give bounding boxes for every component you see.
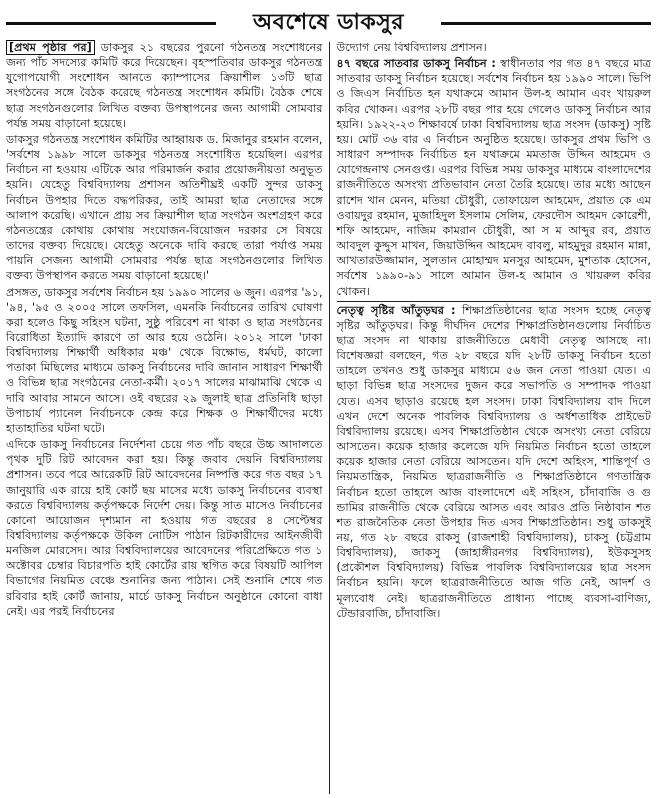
headline-rule-left: [6, 22, 216, 25]
paragraph: [337, 56, 652, 299]
section-divider: [337, 301, 652, 621]
paragraph-text: স্বাধীনতার পর গত ৪৭ বছরে মাত্র সাতবার ডাকসু নির্বাচন হয়েছে। সর্বশেষ নির্বাচন হয় ১৯৯০ সালে। ভিপি ও জিএস নির্বাচিত হন যথাক্রমে আমান উল-হ আমান এবং খায়রুল কবির খোকন। এরপর ২৮টি বছর পার হয়ে গেলেও ডাকসু নির্বাচন আর হয়নি। ১৯২২-২৩ শিক্ষাবর্ষে ঢাকা বিশ্ববিদ্যালয় ছাত্র সংসদ (ডাকসু) সৃষ্টি হয়। মোট ৩৬ বার এ নির্বাচন অনুষ্ঠিত হয়েছে। ডাকসুর প্রথম ভিপি ও সাধারণ সম্পাদক নির্বাচিত হন যথাক্রমে মমতাজ উদ্দিন আহমেদ ও যোগেন্দ্রনাথ সেনগুপ্ত। এরপর বিভিন্ন সময় ডাকসুর মাধ্যমে বাংলাদেশের রাজনীতিতে অসংখ্য প্রতিভাবান নেতা তৈরি হয়েছে। তার মধ্যে আছেন রাশেদ খান মেনন, মতিয়া চৌধুরী, তোফায়েল আহমেদ, প্রয়াত কে এম ওবায়দুর রহমান, মুজাহিদুল ইসলাম সেলিম, ফেরদৌস আহমদ কোরেশী, শফি আহমেদ, নাজিম কামরান চৌধুরী, আ স ম আব্দুর রব, প্রয়াত আবদুল কুদ্দুস মাখন, জিয়াউদ্দিন আহমেদ বাবলু, মাহমুদুর রহমান মান্না, আখতারউজ্জামান, সুলতান মোহাম্মদ মনসুর আহমেদ, মুশতাক হোসেন, সর্বশেষ ১৯৯০-৯১ সালে আমান উল-হ আমান ও খায়রুল কবির খোকন।: [336, 57, 651, 298]
subheading: নেতৃত্ব সৃষ্টির আঁতুড়ঘর :: [336, 303, 456, 317]
paragraph: উদ্যোগ নেয় বিশ্ববিদ্যালয় প্রশাসন।: [336, 41, 487, 54]
paragraph-text: শিক্ষাপ্রতিষ্ঠানের ছাত্র সংসদ হচ্ছে নেতৃত্ব সৃষ্টির আঁতুড়ঘর। কিন্তু দীর্ঘদিন দেশের শিক্ষাপ্রতিষ্ঠানগুলোয় নির্বাচিত ছাত্র সংসদ না থাকায় রাজনীতিতে মেধাবী নেতৃত্ব আসছে না। বিশেষজ্ঞরা বলছেন, গত ২৮ বছরে যদি ২৮টি ডাকসু নির্বাচন হতো তাহলে তখনও শুধু ডাকসুর মাধ্যমে ৫৬ জন নেতা পাওয়া যেত। এ ছাড়া বিভিন্ন ছাত্র সংসদের দুজন করে সভাপতি ও সম্পাদক পাওয়া যেত। এসব ছাড়াও রয়েছে হল সংসদ। ঢাকা বিশ্ববিদ্যালয় বাদ দিলে এখন দেশে অনেক পাবলিক বিশ্ববিদ্যালয় ও অর্ধশতাধিক প্রাইভেট বিশ্ববিদ্যালয় রয়েছে। এসব শিক্ষাপ্রতিষ্ঠান থেকে অসংখ্য নেতা বেরিয়ে আসতেন। কয়েক হাজার কলেজে যদি নিয়মিত নির্বাচন হতো তাহলে কয়েক হাজার নেতা বেরিয়ে আসতেন। যদি দেশে অহিংস, শান্তিপূর্ণ ও নিয়মতান্ত্রিক, নিয়মিত ছাত্ররাজনীতি ও শিক্ষাপ্রতিষ্ঠানে গণতান্ত্রিক নির্বাচন হতো তাহলে আজ বাংলাদেশে এই সহিংস, চাঁদাবাজি ও গু ন্ডামির রাজনীতি থেকে বেরিয়ে আসত এবং আরও প্রতি নিষ্ঠাবান শত শত রাজনৈতিক নেতা উপহার দিত এসব শিক্ষাপ্রতিষ্ঠান। শুধু ডাকসুই নয়, গত ২৮ বছরে রাকসু (রাজশাহী বিশ্ববিদ্যালয়), চাকসু (চট্টগ্রাম বিশ্ববিদ্যালয়), জাকসু (জাহাঙ্গীরনগর বিশ্ববিদ্যালয়), ইউকসুসহ (প্রকৌশল বিশ্ববিদ্যালয়) বিভিন্ন পাবলিক বিশ্ববিদ্যালয়ের ছাত্র সংসদ নির্বাচন হয়নি। ফলে ছাত্ররাজনীতিতে আজ গতি নেই, আদর্শ ও মূল্যবোধ নেই। ছাত্ররাজনীতিতে প্রাধান্য পাচ্ছে ব্যবসা-বাণিজ্য, টেন্ডারবাজি, চাঁদাবাজি।: [336, 303, 651, 620]
right-column: [329, 40, 652, 794]
paragraph: প্রসঙ্গত, ডাকসুর সর্বশেষ নির্বাচন হয় ১৯৯০ সালের ৬ জুন। এরপর '৯১, '৯৪, '৯৫ ও ২০০৫ সালে তফসিল, এমনকি নির্বাচনের তারিখ ঘোষণা করা হলেও কিছু সহিংস ঘটনা, সুষ্ঠু পরিবেশ না থাকা ও ছাত্র সংগঠনের বিরোধিতা ইত্যাদি কারণে তা আর হয়ে ওঠেনি। ২০১২ সালে 'ঢাকা বিশ্ববিদ্যালয় শিক্ষার্থী অধিকার মঞ্চ' থেকে বিক্ষোভ, ধর্মঘট, কালো পতাকা মিছিলের মাধ্যমে ডাকসু নির্বাচনের দাবি জানান সাধারণ শিক্ষার্থী ও বিভিন্ন ছাত্র সংগঠনের নেতা-কর্মী। ২০১৭ সালের মাঝামাঝি থেকে এ দাবি আবার সামনে আসে। ওই বছরের ২৯ জুলাই ছাত্র প্রতিনিধি ছাড়া উপাচার্য প্যানেল নির্বাচনকে কেন্দ্র করে শিক্ষক ও শিক্ষার্থীদের মধ্যে হাতাহাতির ঘটনা ঘটে।: [6, 285, 323, 435]
headline: অবশেষে ডাকসুর: [245, 5, 412, 42]
headline-bar: [6, 6, 651, 40]
paragraph: [6, 40, 323, 131]
left-column: [6, 40, 329, 794]
paragraph: [337, 303, 652, 621]
subheading: ৪৭ বছরে সাতবার ডাকসু নির্বাচন :: [336, 57, 496, 71]
paragraph: এদিকে ডাকসু নির্বাচনের নির্দেশনা চেয়ে গত পাঁচ বছরে উচ্চ আদালতে পৃথক দুটি রিট আবেদন করা হয়। কিন্তু জবাব দেয়নি বিশ্ববিদ্যালয় প্রশাসন। তবে পরে আরেকটি রিট আবেদনের নিষ্পত্তি করে গত বছর ১৭ জানুয়ারি এক রায়ে হাই কোর্ট ছয় মাসের মধ্যে ডাকসু নির্বাচনের ব্যবস্থা করতে বিশ্ববিদ্যালয় কর্তৃপক্ষকে নির্দেশ দেয়। কিন্তু সাত মাসেও নির্বাচনের কোনো আয়োজন দৃশ্যমান না হওয়ায় গত বছরের ৪ সেপ্টেম্বর বিশ্ববিদ্যালয় কর্তৃপক্ষকে উকিল নোটিস পাঠান রিটকারীদের আইনজীবী মনজিল মোরসেদ। আর বিশ্ববিদ্যালয়ের আবেদনের পরিপ্রেক্ষিতে গত ১ অক্টোবর চেম্বার বিচারপতি হাই কোর্টের রায় স্থগিত করে বিষয়টি আপিল বিভাগের নিয়মিত বেঞ্চে শুনানির জন্য পাঠান। সেই শুনানি শেষে গত রবিবার হাই কোর্ট জানায়, মার্চে ডাকসু নির্বাচন অনুষ্ঠানে কোনো বাধা নেই। এর পরই নির্বাচনের: [6, 438, 323, 618]
continuation-label: [প্রথম পৃষ্ঠার পর]: [6, 40, 95, 55]
headline-rule-right: [441, 22, 651, 25]
paragraph-text: ডাকসুর ২১ বছরের পুরনো গঠনতন্ত্র সংশোধনের জন্য পাঁচ সদস্যের কমিটি করে দিয়েছেন। বৃহস্পতিবার ডাকসুর গঠনতন্ত্র যুগোপযোগী সংশোধন আনতে ক্যাম্পাসের ক্রিয়াশীল ১৩টি ছাত্র সংগঠনের সঙ্গে বৈঠক করেছে গঠনতন্ত্র সংশোধন কমিটি। বৈঠক শেষে ছাত্র সংগঠনগুলোর লিখিত বক্তব্য উপস্থাপনের জন্য আগামী সোমবার পর্যন্ত সময় বাড়ানো হয়েছে।: [6, 41, 323, 130]
paragraph: ডাকসুর গঠনতন্ত্র সংশোধন কমিটির আহ্বায়ক ড. মিজানুর রহমান বলেন, 'সর্বশেষ ১৯৯৮ সালে ডাকসুর গঠনতন্ত্র সংশোধিত হয়েছিল। এরপর নির্বাচন না হওয়ায় এটিকে আর পরিমার্জন করার প্রয়োজনীয়তা অনুভূত হয়নি। যেহেতু বিশ্ববিদ্যালয় প্রশাসন অতিশীঘ্রই একটি সুন্দর ডাকসু নির্বাচন উপহার দিতে বদ্ধপরিকর, তাই আমরা ছাত্র নেতাদের সঙ্গে আলাপ করেছি। এখানে প্রায় সব ক্রিয়াশীল ছাত্র সংগঠন অংশগ্রহণ করে গঠনতন্ত্রের কোথায় কোথায় সংযোজন-বিয়োজন দরকার সে বিষয়ে তাদের বক্তব্য দিয়েছে। যেহেতু অনেকে দাবি করছে তারা পর্যাপ্ত সময় পায়নি সেজন্য আগামী সোমবার পর্যন্ত ছাত্র সংগঠনগুলোর লিখিত বক্তব্য উপস্থাপন করতে সময় বাড়ানো হয়েছে।': [6, 132, 323, 283]
article-columns: [6, 40, 651, 794]
